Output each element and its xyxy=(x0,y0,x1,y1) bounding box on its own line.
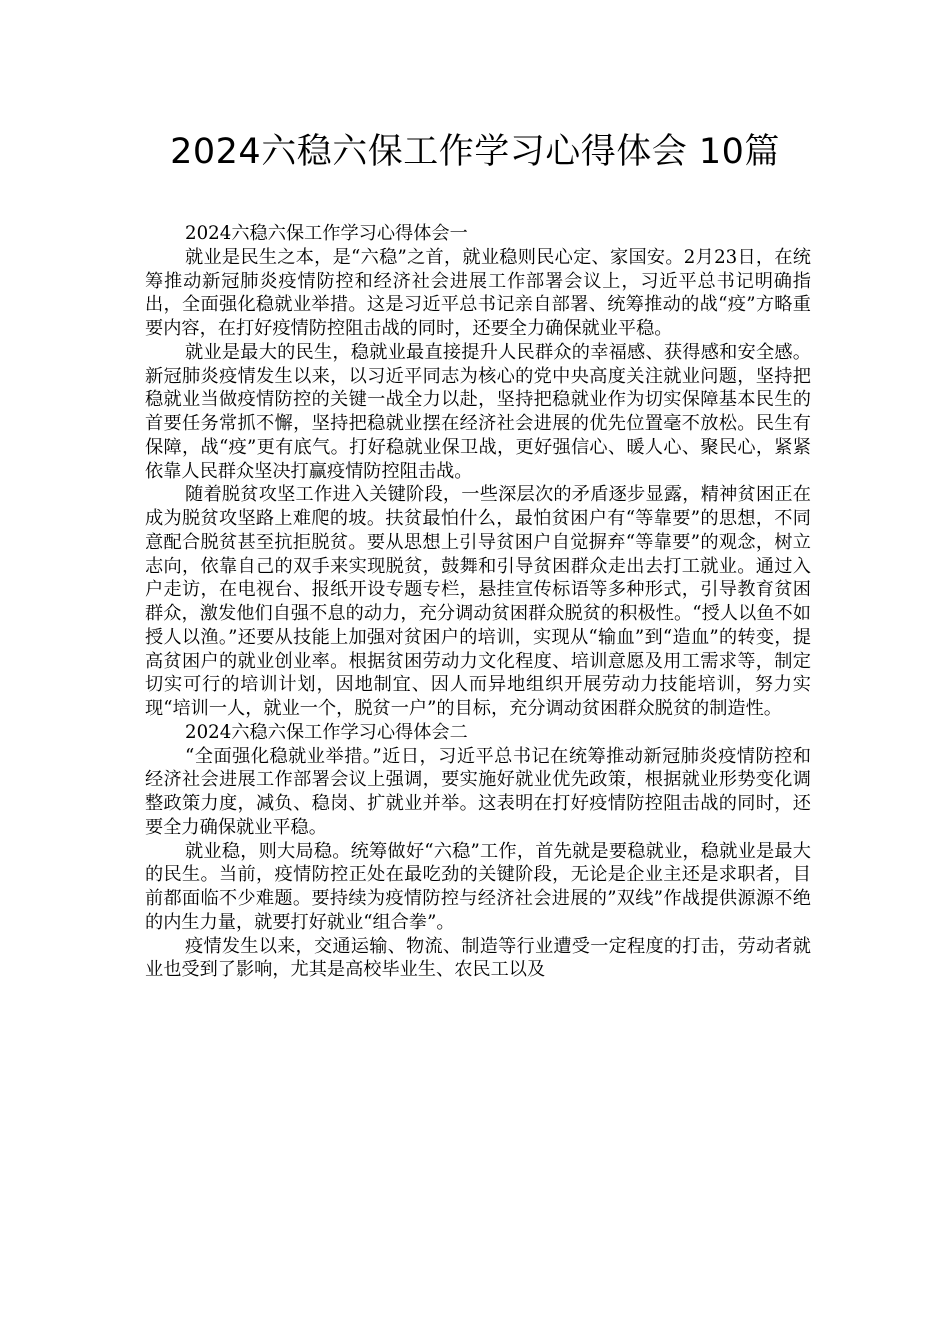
section-heading-2: 2024六稳六保工作学习心得体会二 xyxy=(185,721,468,743)
paragraph: “全面强化稳就业举措。”近日，习近平总书记在统筹推动新冠肺炎疫情防控和经济社会进展工作部署会议上强调，要实施好就业优先政策，根据就业形势变化调整政策力度，减负、稳岗、扩就业并举。这表明在打好疫情防控阻击战的同时，还要全力确保就业平稳。 xyxy=(145,745,811,838)
paragraph: 疫情发生以来，交通运输、物流、制造等行业遭受一定程度的打击，劳动者就业也受到了影响，尤其是高校毕业生、农民工以及 xyxy=(145,935,811,981)
paragraph: 就业稳，则大局稳。统筹做好“六稳”工作，首先就是要稳就业，稳就业是最大的民生。当前，疫情防控正处在最吃劲的关键阶段，无论是企业主还是求职者，目前都面临不少难题。要持续为疫情防控与经济社会进展的”双线”作战提供源源不绝的内生力量，就要打好就业“组合拳”。 xyxy=(145,840,811,933)
document-title: 2024六稳六保工作学习心得体会 10篇 xyxy=(170,132,780,172)
paragraph: 随着脱贫攻坚工作进入关键阶段，一些深层次的矛盾逐步显露，精神贫困正在成为脱贫攻坚路上难爬的坡。扶贫最怕什么，最怕贫困户有“等靠要”的思想，不同意配合脱贫甚至抗拒脱贫。要从思想上引导贫困户自觉摒弃“等靠要”的观念，树立志向，依靠自己的双手来实现脱贫，鼓舞和引导贫困群众走出去打工就业。通过入户走访，在电视台、报纸开设专题专栏，悬挂宣传标语等多种形式，引导教育贫困群众，激发他们自强不息的动力，充分调动贫困群众脱贫的积极性。“授人以鱼不如授人以渔。”还要从技能上加强对贫困户的培训，实现从“输血”到“造血”的转变，提高贫困户的就业创业率。根据贫困劳动力文化程度、培训意愿及用工需求等，制定切实可行的培训计划，因地制宜、因人而异地组织开展劳动力技能培训，努力实现“培训一人，就业一个，脱贫一户”的目标，充分调动贫困群众脱贫的制造性。 xyxy=(145,484,811,719)
document-body xyxy=(145,222,811,982)
section-heading-1: 2024六稳六保工作学习心得体会一 xyxy=(185,223,468,244)
paragraph: 就业是民生之本，是“六稳”之首，就业稳则民心定、家国安。2月23日，在统筹推动新冠肺炎疫情防控和经济社会进展工作部署会议上，习近平总书记明确指出，全面强化稳就业举措。这是习近平总书记亲自部署、统筹推动的战“疫”方略重要内容，在打好疫情防控阻击战的同时，还要全力确保就业平稳。 xyxy=(145,246,811,339)
paragraph: 就业是最大的民生，稳就业最直接提升人民群众的幸福感、获得感和安全感。新冠肺炎疫情发生以来，以习近平同志为核心的党中央高度关注就业问题，坚持把稳就业当做疫情防控的关键一战全力以赴，坚持把稳就业作为切实保障基本民生的首要任务常抓不懈，坚持把稳就业摆在经济社会进展的优先位置毫不放松。民生有保障，战“疫”更有底气。打好稳就业保卫战，更好强信心、暖人心、聚民心，紧紧依靠人民群众坚决打赢疫情防控阻击战。 xyxy=(145,341,811,482)
